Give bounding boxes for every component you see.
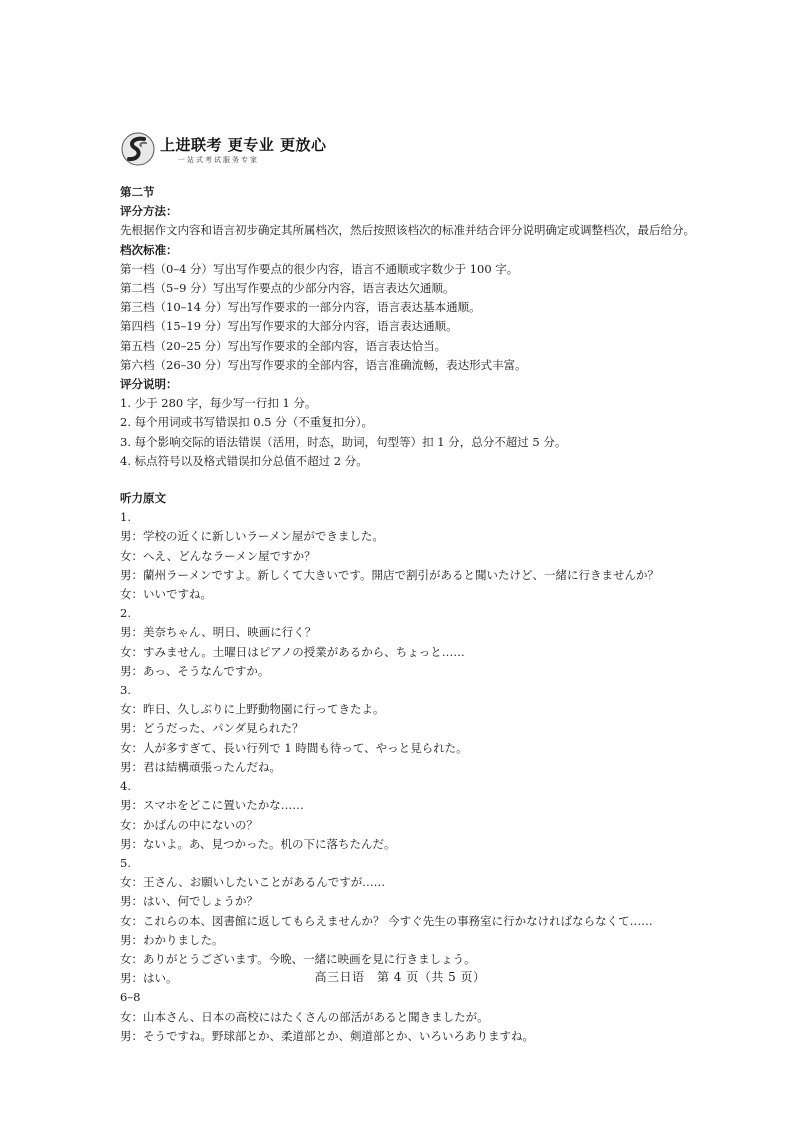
section-spacer bbox=[120, 471, 700, 489]
note-item: 4. 标点符号以及格式错误扣分总值不超过 2 分。 bbox=[120, 453, 368, 468]
document-body bbox=[120, 183, 700, 1046]
publisher-logo-icon bbox=[120, 130, 156, 168]
publisher-header bbox=[120, 128, 327, 172]
level-item: 第一档（0–4 分）写出写作要点的很少内容，语言不通顺或字数少于 100 字。 bbox=[120, 261, 519, 276]
transcript-line: 女：ありがとうございます。今晩、一緒に映画を見に行きましょう。 bbox=[120, 951, 476, 966]
level-item: 第二档（5–9 分）写出写作要点的少部分内容，语言表达欠通顺。 bbox=[120, 281, 455, 296]
transcript-line: 女：へえ、どんなラーメン屋ですか？ bbox=[120, 548, 316, 563]
transcript-line: 3. bbox=[120, 683, 131, 698]
transcript-line: 女：すみません。土曜日はピアノの授業があるから、ちょっと…… bbox=[120, 644, 465, 659]
note-item: 2. 每个用词或书写错误扣 0.5 分（不重复扣分）。 bbox=[120, 415, 373, 430]
transcript bbox=[120, 508, 700, 1046]
transcript-line: 男：学校の近くに新しいラーメン屋ができました。 bbox=[120, 529, 384, 544]
transcript-line: 5. bbox=[120, 855, 131, 870]
transcript-line: 4. bbox=[120, 779, 131, 794]
transcript-line: 女：これらの本、図書館に返してもらえませんか？ 今すぐ先生の事務室に行かなければならなくて…… bbox=[120, 913, 653, 928]
transcript-line: 男：君は結構頑張ったんだね。 bbox=[120, 759, 281, 774]
transcript-line: 女：かばんの中にないの？ bbox=[120, 817, 258, 832]
logo-title: 上进联考 更专业 更放心 bbox=[160, 136, 327, 154]
transcript-line: 女：王さん、お願いしたいことがあるんですが…… bbox=[120, 875, 386, 890]
transcript-line: 男：そうですね。野球部とか、柔道部とか、剣道部とか、いろいろありますね。 bbox=[120, 1028, 534, 1043]
method-text: 先根据作文内容和语言初步确定其所属档次，然后按照该档次的标准并结合评分说明确定或调整档次，最后给分。 bbox=[120, 223, 695, 238]
transcript-line: 男：蘭州ラーメンですよ。新しくて大きいです。開店で割引があると聞いたけど、一緒に行きませんか？ bbox=[120, 567, 659, 582]
note-item: 3. 每个影响交际的语法错误（活用，时态，助词，句型等）扣 1 分，总分不超过 5 分。 bbox=[120, 434, 567, 449]
page-footer: 高三日语 第 4 页（共 5 页） bbox=[314, 970, 486, 984]
transcript-line: 男：どうだった、パンダ見られた？ bbox=[120, 721, 304, 736]
logo-subtitle: 一站式考试服务专家 bbox=[178, 156, 259, 164]
transcript-line: 女：山本さん、日本の高校にはたくさんの部活があると聞きましたが。 bbox=[120, 1009, 489, 1024]
transcript-line: 6–8 bbox=[120, 990, 141, 1005]
transcript-line: 男：わかりました。 bbox=[120, 932, 224, 947]
note-item: 1. 少于 280 字，每少写一行扣 1 分。 bbox=[120, 396, 317, 411]
transcript-line: 男：あっ、そうなんですか。 bbox=[120, 663, 270, 678]
level-item: 第三档（10–14 分）写出写作要求的一部分内容，语言表达基本通顺。 bbox=[120, 300, 481, 315]
notes-list bbox=[120, 394, 700, 471]
notes-label: 评分说明： bbox=[120, 377, 178, 392]
listening-title: 听力原文 bbox=[120, 491, 166, 506]
level-list bbox=[120, 260, 700, 375]
transcript-line: 男：はい。 bbox=[120, 971, 178, 986]
level-item: 第四档（15–19 分）写出写作要求的大部分内容，语言表达通顺。 bbox=[120, 319, 458, 334]
transcript-line: 男：はい、何でしょうか？ bbox=[120, 894, 258, 909]
transcript-line: 男：スマホをどこに置いたかな…… bbox=[120, 798, 304, 813]
level-item: 第六档（26–30 分）写出写作要求的全部内容，语言准确流畅，表达形式丰富。 bbox=[120, 357, 527, 372]
transcript-line: 男：美奈ちゃん、明日、映画に行く？ bbox=[120, 625, 317, 640]
standard-label: 档次标准： bbox=[120, 242, 178, 257]
level-item: 第五档（20–25 分）写出写作要求的全部内容，语言表达恰当。 bbox=[120, 338, 447, 353]
section-title: 第二节 bbox=[120, 185, 155, 199]
transcript-line: 1. bbox=[120, 510, 131, 525]
transcript-line: 女：人が多すぎて、長い行列で 1 時間も待って、やっと見られた。 bbox=[120, 740, 468, 755]
transcript-line: 女：いいですね。 bbox=[120, 587, 212, 602]
transcript-line: 2. bbox=[120, 606, 131, 621]
transcript-line: 女：昨日、久しぶりに上野動物園に行ってきたよ。 bbox=[120, 702, 385, 717]
transcript-line: 男：ないよ。あ、見つかった。机の下に落ちたんだ。 bbox=[120, 836, 396, 851]
method-label: 评分方法： bbox=[120, 204, 178, 219]
